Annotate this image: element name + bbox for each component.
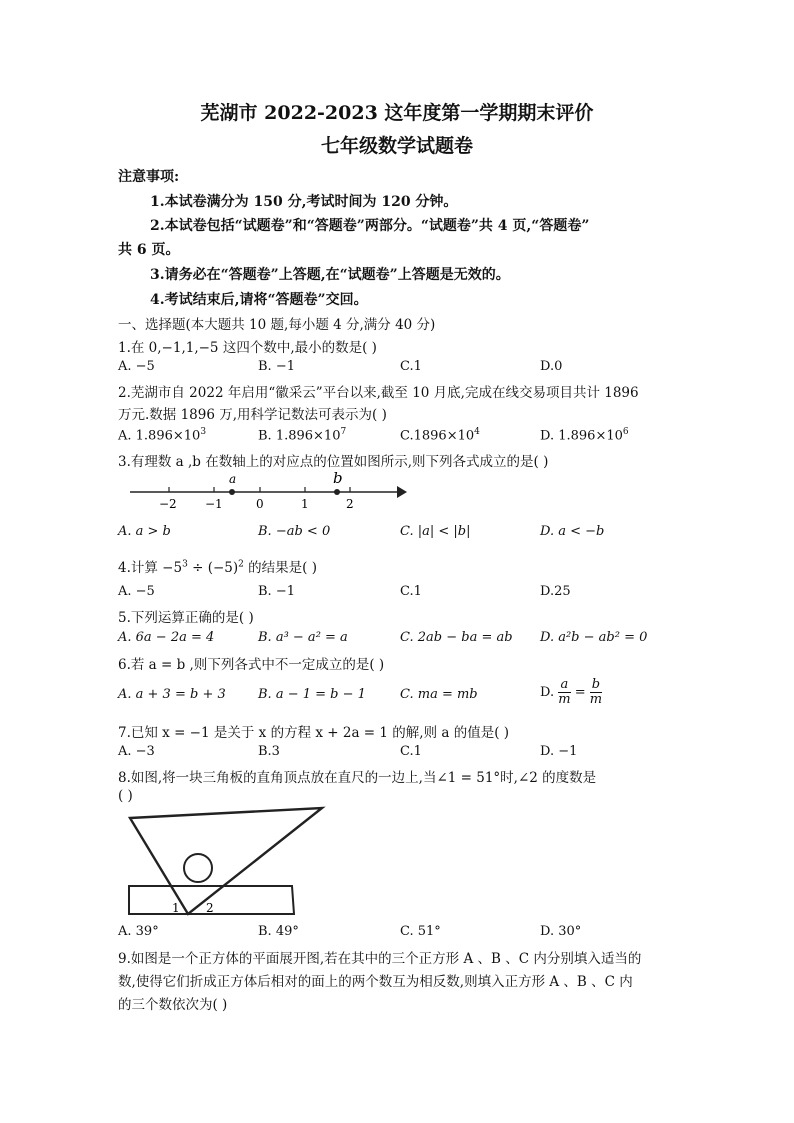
q2-stem-a: 2.芜湖市自 2022 年启用“徽采云”平台以来,截至 10 月底,完成在线交易项目共计 1896 (118, 385, 639, 401)
notice-item-4: 4.考试结束后,请将“答题卷”交回。 (150, 292, 368, 308)
q5-option-a: A. 6a − 2a = 4 (118, 630, 215, 645)
triangle-ruler-figure (122, 806, 327, 921)
q8-option-d: D. 30° (540, 924, 582, 939)
q3-option-d: D. a < −b (540, 524, 605, 539)
q9-stem-c: 的三个数依次为( ) (118, 997, 228, 1013)
q6-option-b: B. a − 1 = b − 1 (258, 687, 366, 702)
notice-item-2b: 共 6 页。 (118, 242, 180, 258)
number-line-figure (125, 470, 410, 515)
q4-option-b: B. −1 (258, 584, 295, 599)
q2-option-b: B. $1.896\times 10^7$ (258, 427, 347, 444)
q2-option-c: $C.1896\times 10^4$ (400, 427, 480, 444)
label-a: a (229, 472, 237, 486)
set-square-hole (184, 854, 212, 882)
q3-option-b: B. −ab < 0 (258, 524, 331, 539)
q8-option-b: B. 49° (258, 924, 299, 939)
q6-option-c: C. ma = mb (400, 687, 478, 702)
q6-frac-right: $\frac{b}{m}$ (589, 677, 603, 707)
q9-stem-a: 9.如图是一个正方体的平面展开图,若在其中的三个正方形 A 、B 、C 内分别填入适当的 (118, 951, 642, 967)
q6-stem: 6.若 a = b ,则下列各式中不一定成立的是( ) (118, 657, 385, 673)
notice-item-2a: 2.本试卷包括“试题卷”和“答题卷”两部分。“试题卷”共 4 页,“答题卷” (150, 218, 590, 234)
q5-option-b: B. a³ − a² = a (258, 630, 348, 645)
q5-option-d: D. a²b − ab² = 0 (540, 630, 648, 645)
q1-option-b: B. −1 (258, 359, 295, 374)
q3-option-a: A. a > b (118, 524, 171, 539)
notice-item-1: 1.本试卷满分为 150 分,考试时间为 120 分钟。 (150, 194, 458, 210)
q5-option-c: C. 2ab − ba = ab (400, 630, 513, 645)
label-b: b (333, 470, 343, 487)
tick-label-neg2: −2 (159, 497, 177, 511)
q7-stem: 7.已知 x = −1 是关于 x 的方程 x + 2a = 1 的解,则 a 的值是( ) (118, 725, 510, 741)
q9-stem-b: 数,使得它们折成正方体后相对的面上的两个数互为相反数,则填入正方形 A 、B 、C 内 (118, 974, 633, 990)
q2-option-d: D. $1.896\times 10^6$ (540, 427, 629, 444)
q6-frac-left: $\frac{a}{m}$ (558, 677, 571, 707)
point-a (229, 489, 235, 495)
tick-label-1: 1 (301, 497, 309, 511)
q7-option-c: C.1 (400, 744, 422, 759)
q4-stem: 4.计算 $-5^3 \div (-5)^2$ 的结果是( ) (118, 559, 318, 576)
q4-option-a: A. −5 (118, 584, 155, 599)
q6-option-d: D. $\frac{a}{m}$ = $\frac{b}{m}$ (540, 677, 603, 707)
q3-stem: 3.有理数 a ,b 在数轴上的对应点的位置如图所示,则下列各式成立的是( ) (118, 454, 549, 470)
tick-label-2: 2 (346, 497, 354, 511)
q2-stem-b: 万元.数据 1896 万,用科学记数法可表示为( ) (118, 407, 387, 423)
q8-stem-b: ( ) (118, 788, 133, 804)
q4-option-c: C.1 (400, 584, 422, 599)
section-heading: 一、选择题(本大题共 10 题,每小题 4 分,满分 40 分) (118, 317, 436, 333)
q1-option-c: C.1 (400, 359, 422, 374)
tick-label-0: 0 (256, 497, 264, 511)
q8-option-a: A. 39° (118, 924, 159, 939)
q2-option-a: A. $1.896\times 10^3$ (118, 427, 207, 444)
q7-option-d: D. −1 (540, 744, 578, 759)
exam-title-line1: 芜湖市 2022-2023 这年度第一学期期末评价 (200, 102, 594, 124)
q8-option-c: C. 51° (400, 924, 441, 939)
q1-option-d: D.0 (540, 359, 563, 374)
q8-stem-a: 8.如图,将一块三角板的直角顶点放在直尺的一边上,当∠1 = 51°时,∠2 的度数是 (118, 770, 597, 786)
q1-option-a: A. −5 (118, 359, 155, 374)
exam-title-line2: 七年级数学试题卷 (320, 135, 473, 157)
notice-heading: 注意事项: (118, 169, 180, 185)
q7-option-b: B.3 (258, 744, 280, 759)
number-line-arrow (397, 486, 407, 498)
q3-option-c: C. |a| < |b| (400, 524, 471, 539)
q6-option-a: A. a + 3 = b + 3 (118, 687, 226, 702)
angle-1-label: 1 (172, 901, 180, 915)
notice-item-3: 3.请务必在“答题卷”上答题,在“试题卷”上答题是无效的。 (150, 267, 510, 283)
q7-option-a: A. −3 (118, 744, 155, 759)
point-b (334, 489, 340, 495)
q1-stem: 1.在 0,−1,1,−5 这四个数中,最小的数是( ) (118, 340, 377, 356)
q5-stem: 5.下列运算正确的是( ) (118, 610, 254, 626)
q4-option-d: D.25 (540, 584, 571, 599)
tick-label-neg1: −1 (205, 497, 223, 511)
angle-2-label: 2 (206, 901, 214, 915)
